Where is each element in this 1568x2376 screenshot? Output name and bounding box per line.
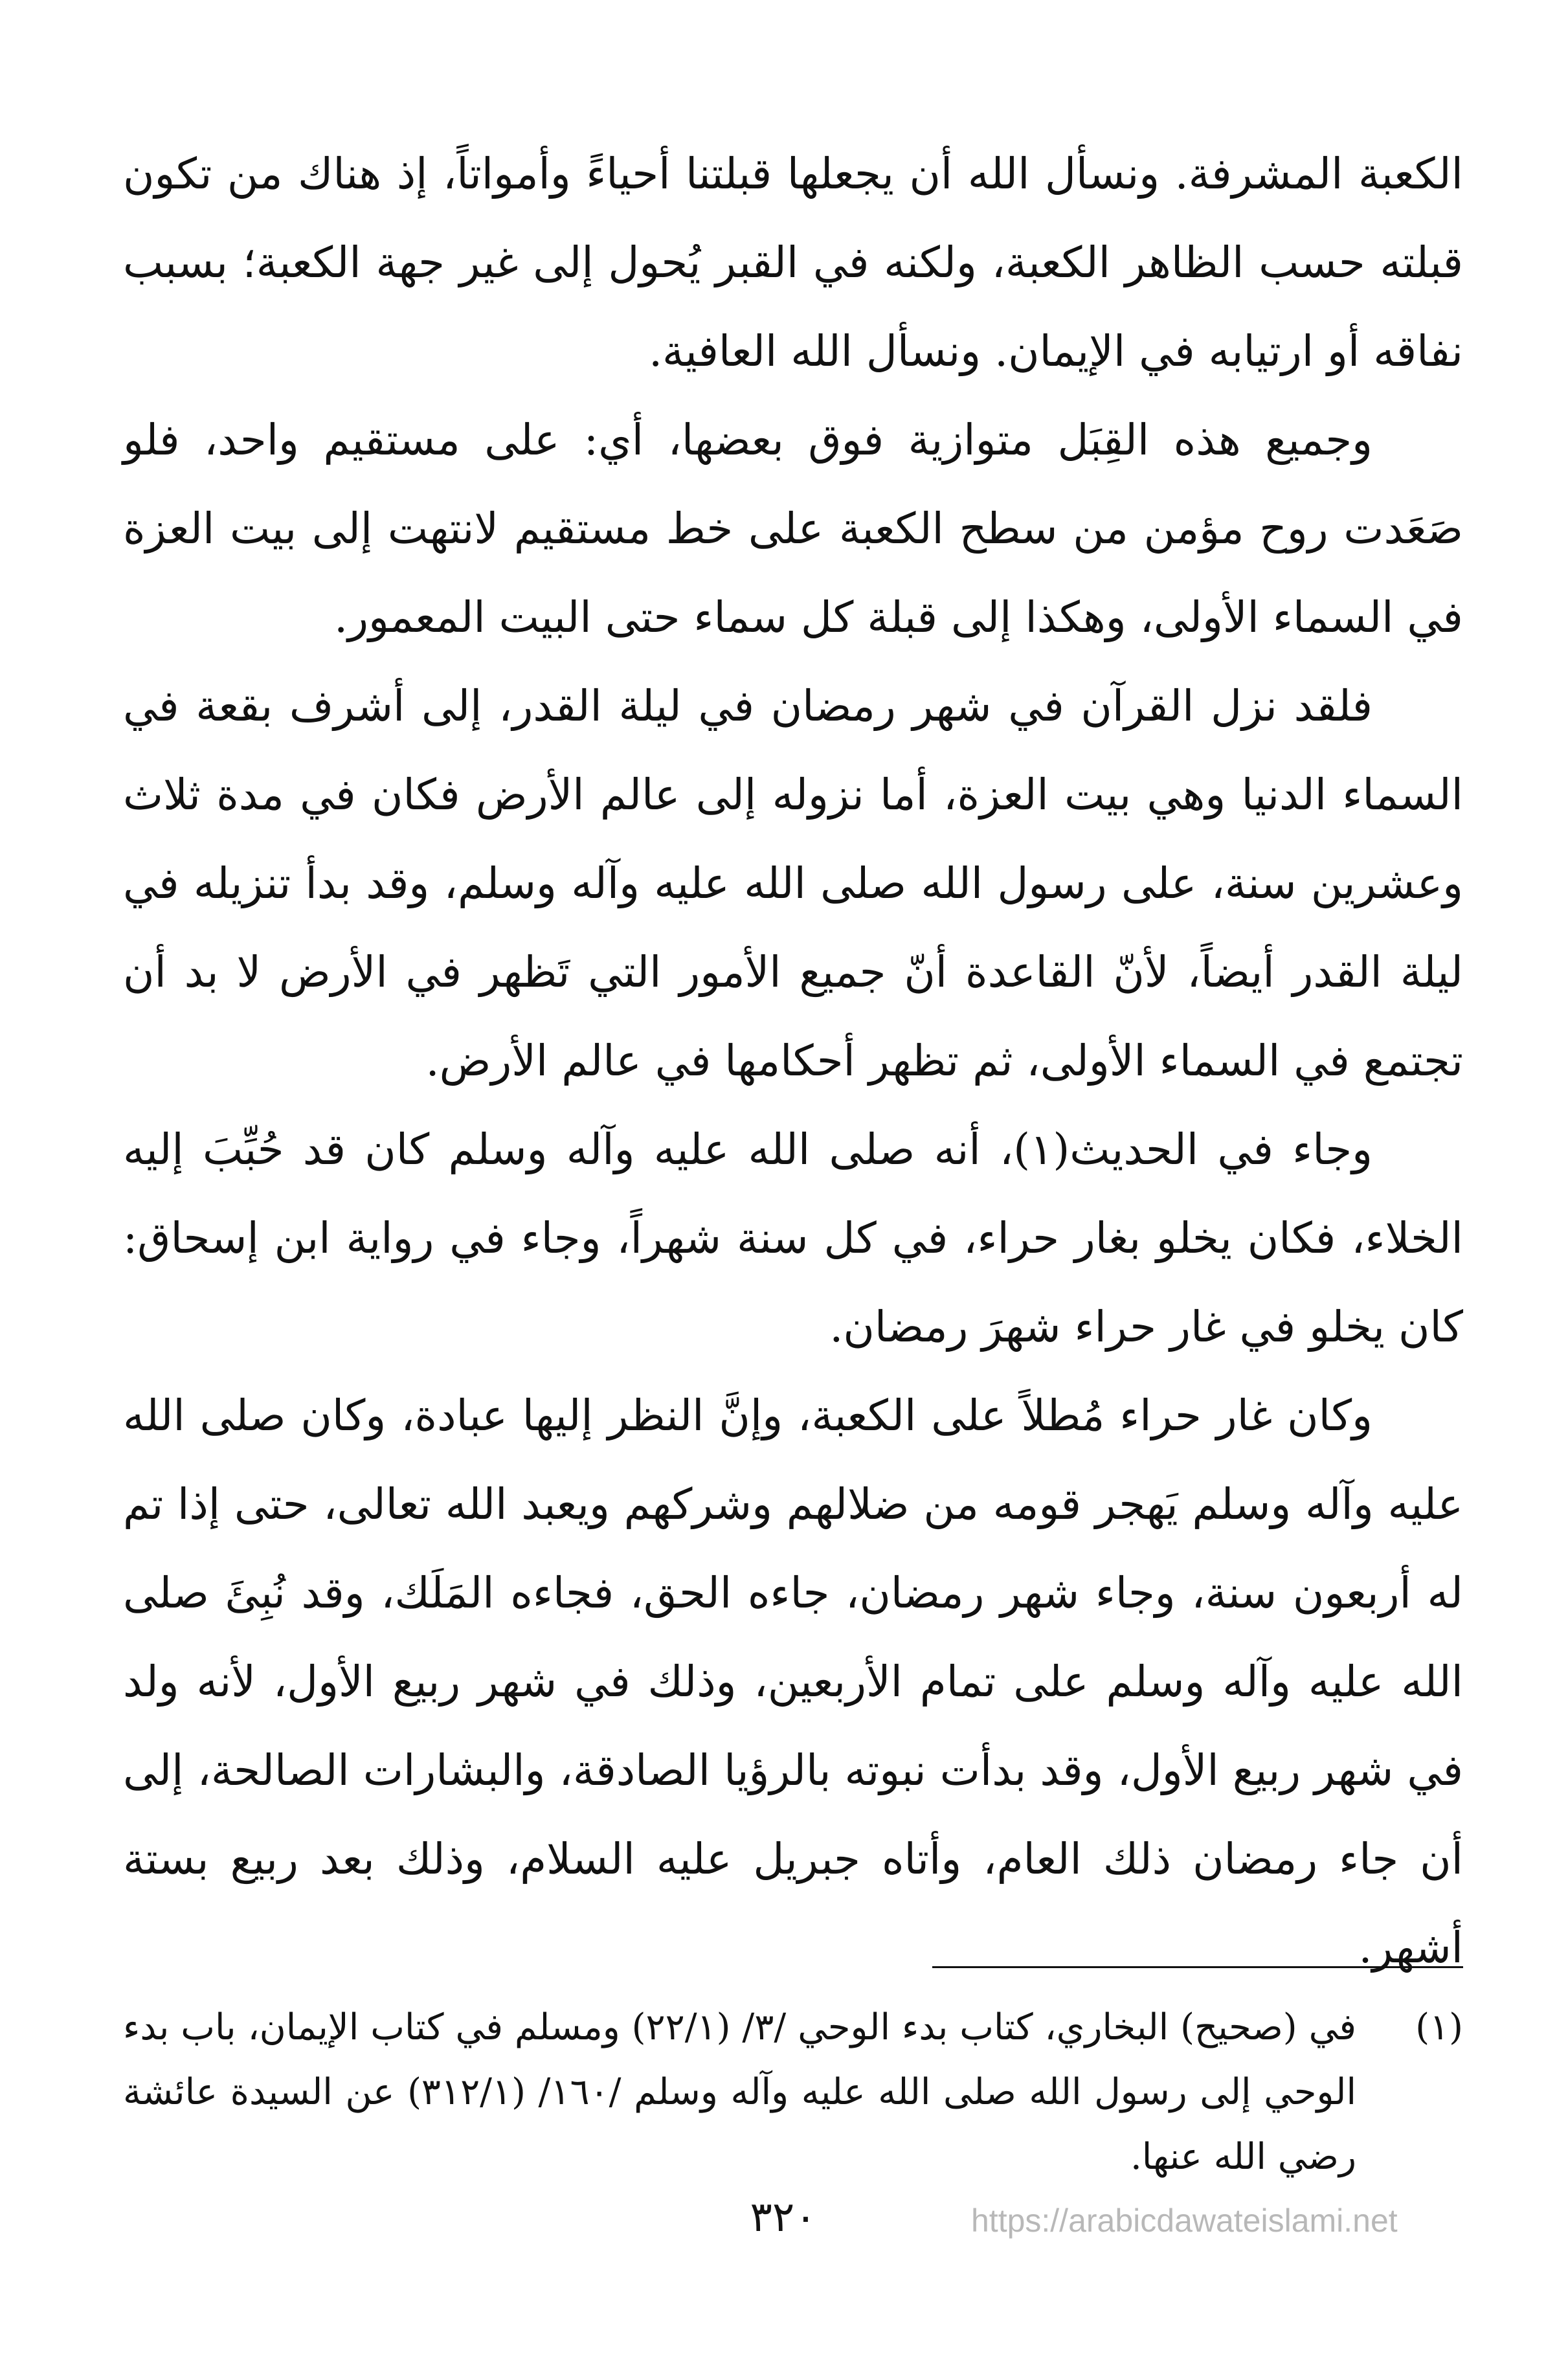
- footnote-text: في (صحيح) البخاري، كتاب بدء الوحي /٣/ (٢٢/١) ومسلم في كتاب الإيمان، باب بدء الوحي إلى رسول الله صلى الله عليه وآله وسلم /١٦٠/ (٣١٢/١) عن السيدة عائشة رضي الله عنها.: [123, 2006, 1357, 2178]
- paragraph-3: فلقد نزل القرآن في شهر رمضان في ليلة القدر، إلى أشرف بقعة في السماء الدنيا وهي بيت العزة، أما نزوله إلى عالم الأرض فكان في مدة ثلاث وعشرين سنة، على رسول الله صلى الله عليه وآله وسلم، وقد بدأ تنزيله في ليلة القدر أيضاً، لأنّ القاعدة أنّ جميع الأمور التي تَظهر في الأرض لا بد أن تجتمع في السماء الأولى، ثم تظهر أحكامها في عالم الأرض.: [123, 681, 1463, 1086]
- paragraph-1: الكعبة المشرفة. ونسأل الله أن يجعلها قبلتنا أحياءً وأمواتاً، إذ هناك من تكون قبلته حسب الظاهر الكعبة، ولكنه في القبر يُحول إلى غير جهة الكعبة؛ بسبب نفاقه أو ارتيابه في الإيمان. ونسأل الله العافية.: [123, 149, 1463, 376]
- page-number: ٣٢٠: [750, 2193, 817, 2241]
- watermark-url: https://arabicdawateislami.net: [971, 2202, 1398, 2239]
- footnote: [123, 1995, 1463, 2190]
- footnote-separator: [932, 1966, 1463, 1968]
- main-text: [123, 129, 1463, 1992]
- paragraph-5: وكان غار حراء مُطلاً على الكعبة، وإنَّ النظر إليها عبادة، وكان صلى الله عليه وآله وسلم يَهجر قومه من ضلالهم وشركهم ويعبد الله تعالى، حتى إذا تم له أربعون سنة، وجاء شهر رمضان، جاءه الحق، فجاءه المَلَك، وقد نُبِئَ صلى الله عليه وآله وسلم على تمام الأربعين، وذلك في شهر ربيع الأول، لأنه ولد في شهر ربيع الأول، وقد بدأت نبوته بالرؤيا الصادقة، والبشارات الصالحة، إلى أن جاء رمضان ذلك العام، وأتاه جبريل عليه السلام، وذلك بعد ربيع بستة أشهر.: [123, 1391, 1463, 1973]
- paragraph-2: وجميع هذه القِبَل متوازية فوق بعضها، أي: على مستقيم واحد، فلو صَعَدت روح مؤمن من سطح الكعبة على خط مستقيم لانتهت إلى بيت العزة في السماء الأولى، وهكذا إلى قبلة كل سماء حتى البيت المعمور.: [123, 415, 1463, 642]
- footnote-number: (١): [1415, 2006, 1463, 2048]
- paragraph-4: وجاء في الحديث(١)، أنه صلى الله عليه وآله وسلم كان قد حُبِّبَ إليه الخلاء، فكان يخلو بغار حراء، في كل سنة شهراً، وجاء في رواية ابن إسحاق: كان يخلو في غار حراء شهرَ رمضان.: [123, 1125, 1463, 1352]
